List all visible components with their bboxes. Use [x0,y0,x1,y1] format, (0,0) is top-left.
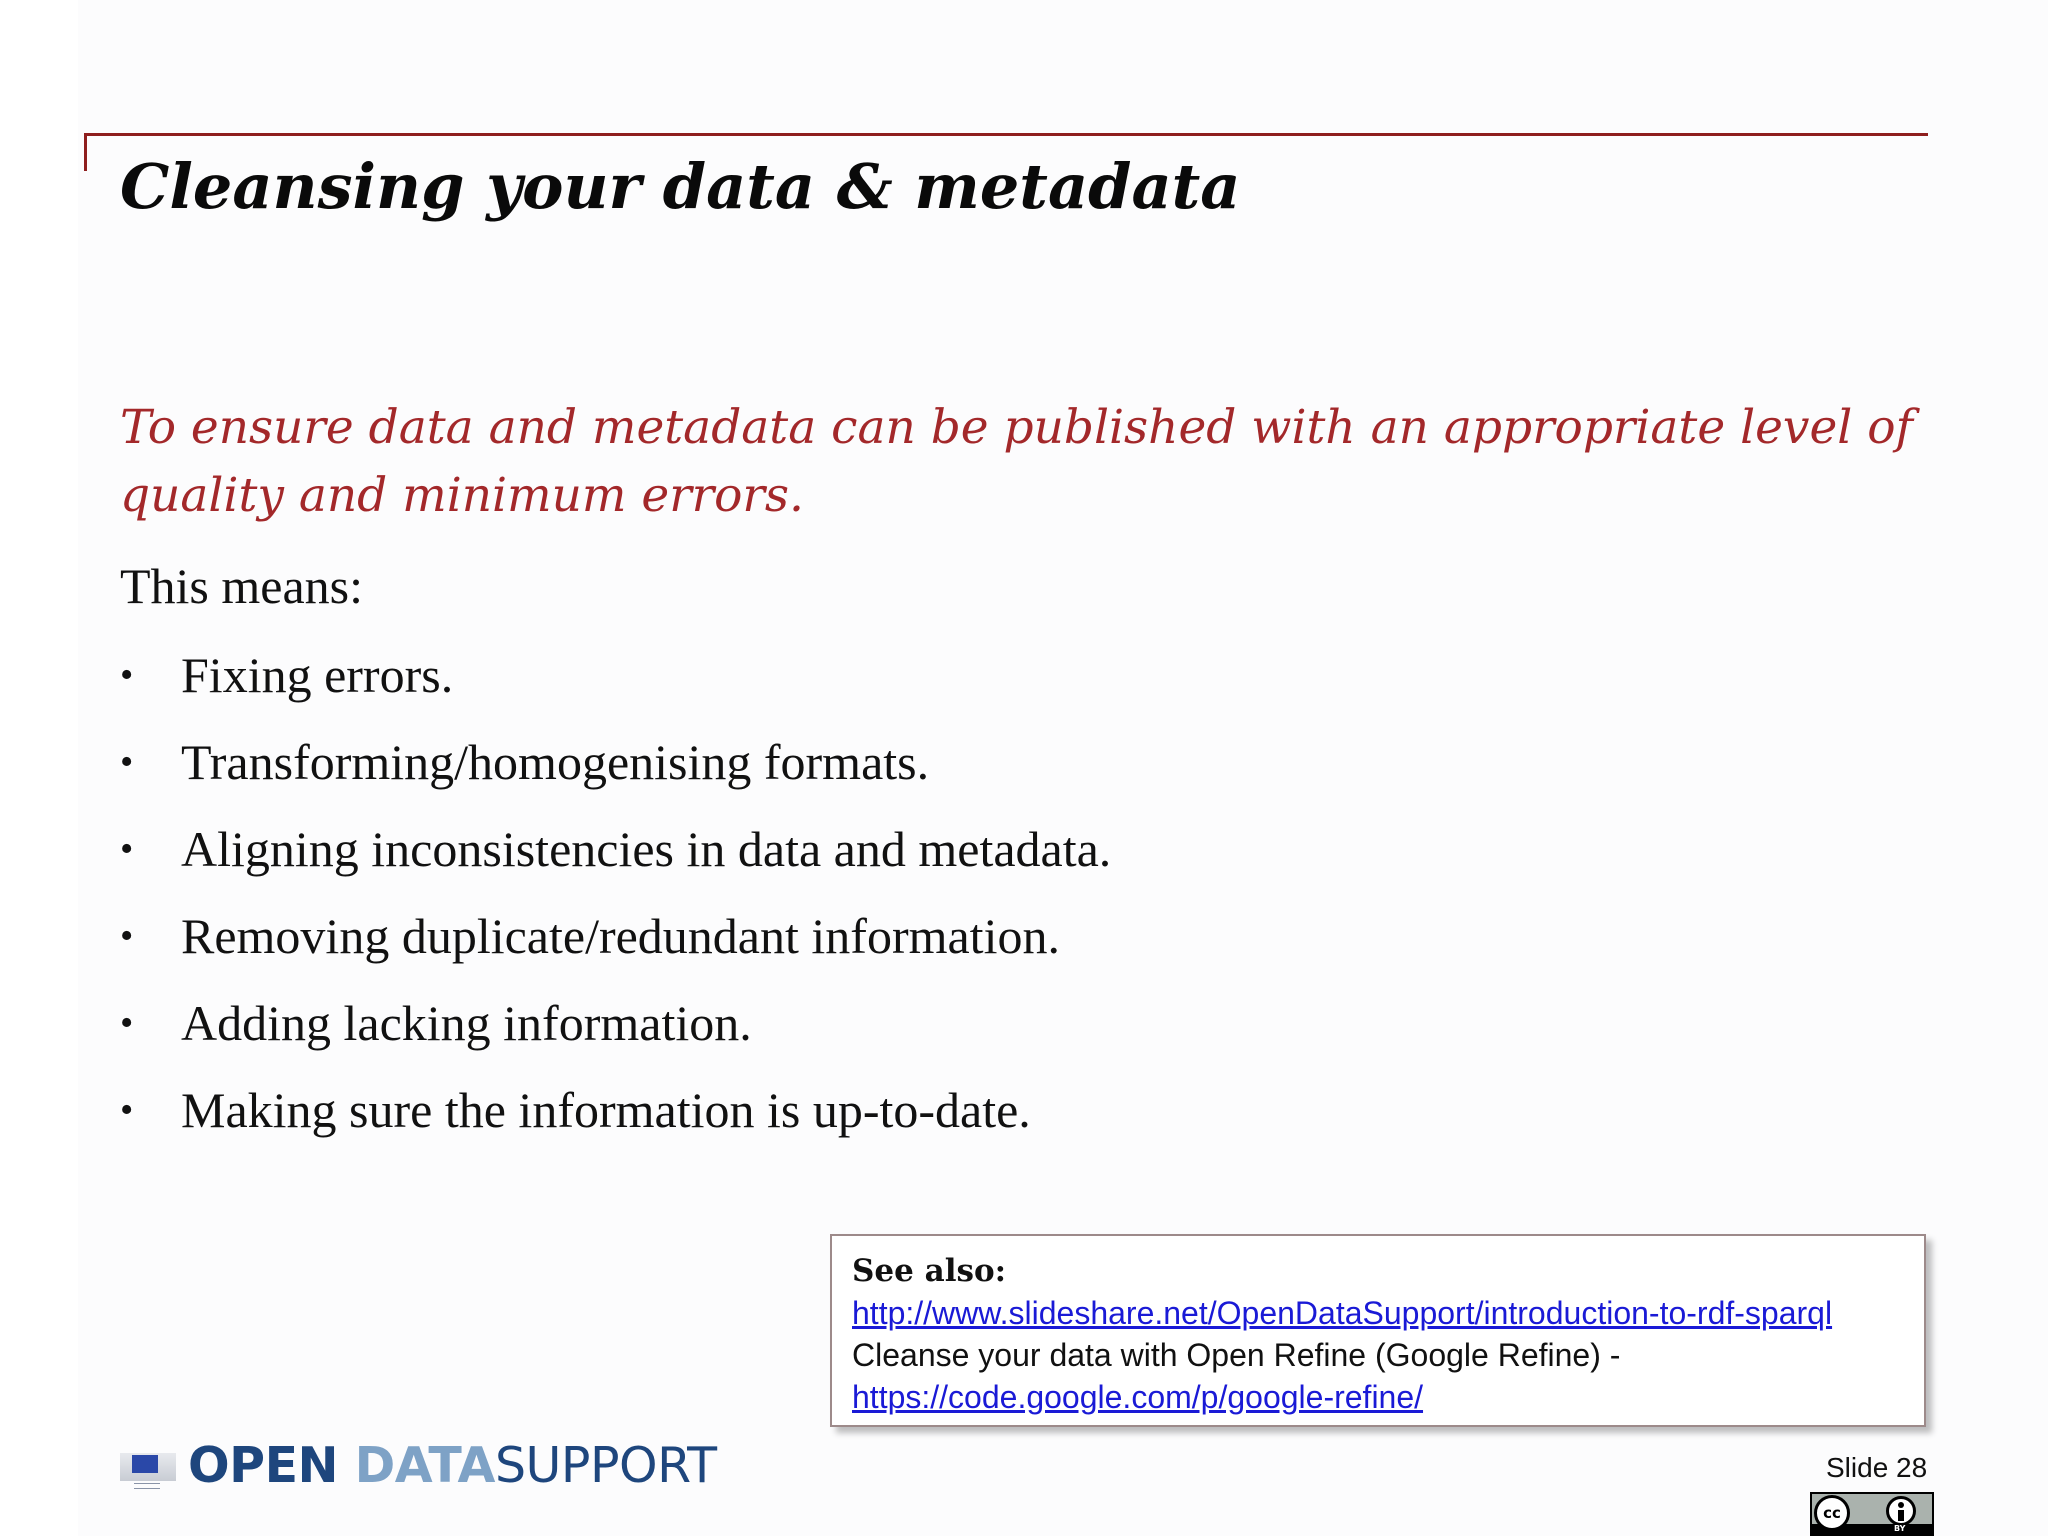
list-item [120,993,1111,1080]
slide-number: Slide 28 [1826,1452,1928,1483]
list-item-text: Making sure the information is up-to-date. [181,1082,1031,1138]
list-item [120,819,1111,906]
creative-commons-icon: cc [1814,1495,1850,1531]
slideshare-link[interactable]: http://www.slideshare.net/OpenDataSupport/introduction-to-rdf-sparql [852,1295,1833,1331]
see-also-box [830,1234,1926,1427]
open-data-support-logo [120,1436,717,1496]
attribution-icon [1886,1496,1916,1526]
list-item-text: Transforming/homogenising formats. [181,734,930,790]
bullet-icon: • [120,654,134,696]
title-rule-tick [84,133,87,171]
list-item [120,906,1111,993]
logo-wordmark [188,1436,717,1496]
logo-open-text: OPEN [188,1437,355,1494]
list-item-text: Aligning inconsistencies in data and metadata. [181,821,1112,877]
list-item-text: Fixing errors. [181,647,454,703]
list-item-text: Removing duplicate/redundant information. [181,908,1060,964]
bullet-icon: • [120,741,134,783]
list-item [120,732,1111,819]
list-item [120,1080,1111,1167]
logo-data-text: DATA [354,1437,495,1494]
bullet-icon: • [120,1002,134,1044]
bullet-icon: • [120,915,134,957]
license-by-label: BY [1894,1524,1906,1533]
open-refine-text: Cleanse your data with Open Refine (Google Refine) - [852,1337,1621,1373]
bullet-icon: • [120,1089,134,1131]
list-item [120,645,1111,732]
bullet-icon: • [120,828,134,870]
slide-title: Cleansing your data & metadata [120,150,1241,223]
bullet-list [120,645,1111,1167]
lead-statement: To ensure data and metadata can be published with an appropriate level of quality and minimum errors. [120,400,1913,523]
eu-emblem-icon [120,1445,180,1487]
google-refine-link[interactable]: https://code.google.com/p/google-refine/ [852,1379,1424,1415]
list-item-text: Adding lacking information. [181,995,752,1051]
intro-text: This means: [120,558,364,614]
cc-by-license-badge[interactable] [1810,1492,1934,1536]
see-also-title: See also: [852,1253,1007,1289]
title-rule [84,133,1928,136]
logo-support-text: SUPPORT [494,1437,717,1494]
